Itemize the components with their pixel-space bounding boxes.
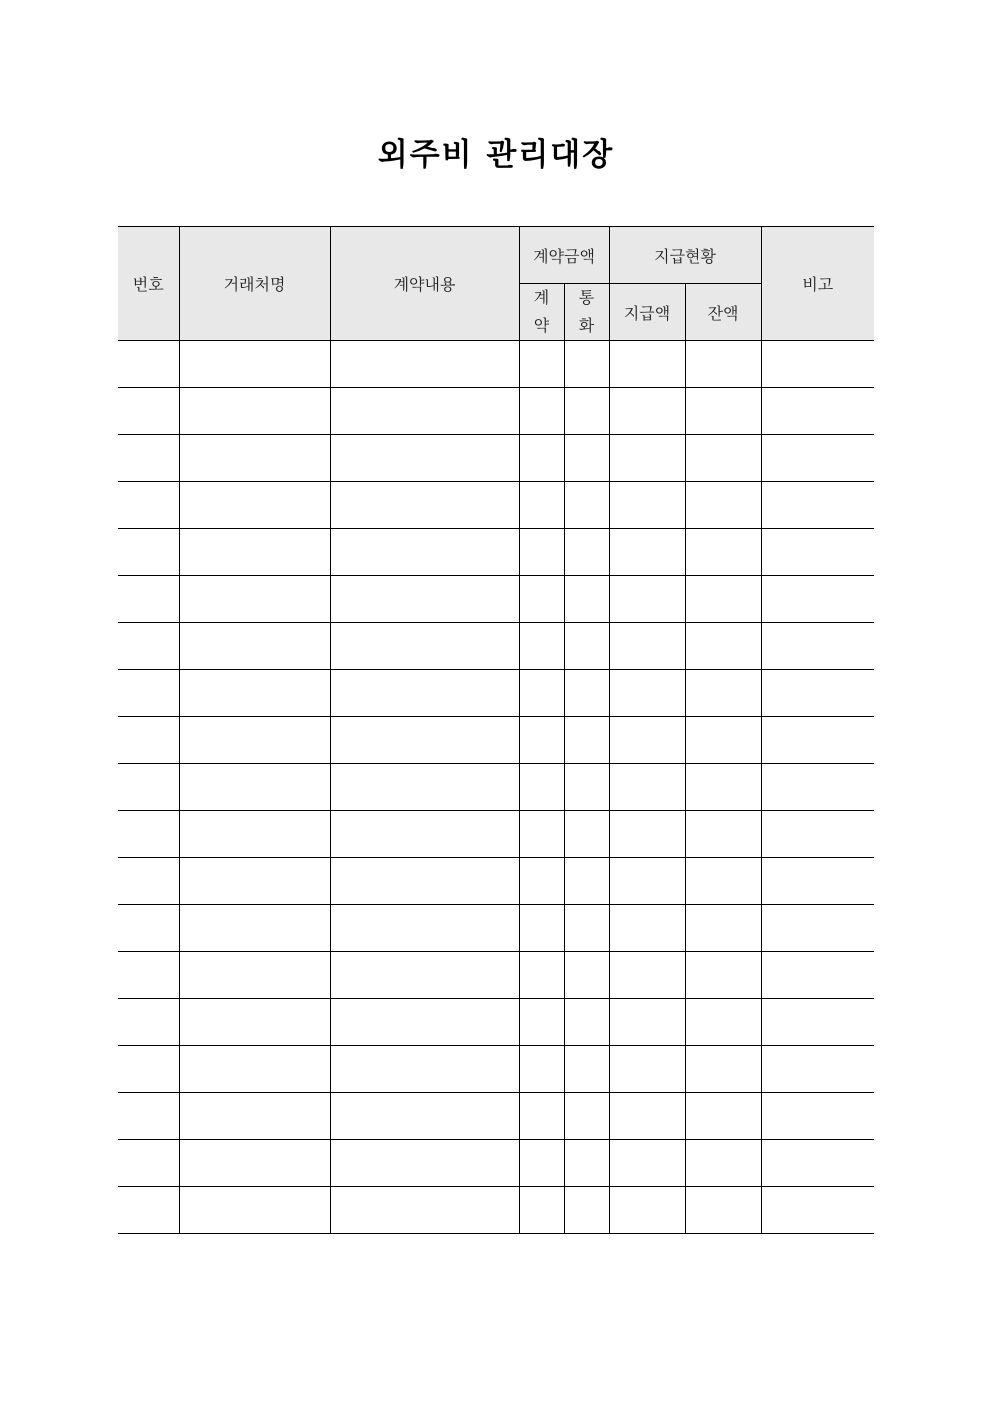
cell-contract[interactable] xyxy=(519,576,564,623)
cell-balance[interactable] xyxy=(685,952,761,999)
table-row xyxy=(118,764,874,811)
cell-contract[interactable] xyxy=(519,1093,564,1140)
header-contract-details: 계약내용 xyxy=(330,227,519,341)
cell-paid-amount[interactable] xyxy=(609,576,685,623)
cell-remarks[interactable] xyxy=(761,670,874,717)
table-row xyxy=(118,341,874,388)
cell-number[interactable] xyxy=(118,623,179,670)
cell-balance[interactable] xyxy=(685,1046,761,1093)
cell-contract-details[interactable] xyxy=(330,999,519,1046)
cell-remarks[interactable] xyxy=(761,435,874,482)
cell-paid-amount[interactable] xyxy=(609,435,685,482)
table-row xyxy=(118,529,874,576)
cell-number[interactable] xyxy=(118,858,179,905)
cell-contract[interactable] xyxy=(519,482,564,529)
cell-balance[interactable] xyxy=(685,435,761,482)
cell-number[interactable] xyxy=(118,1093,179,1140)
table-row xyxy=(118,388,874,435)
cell-contract-details[interactable] xyxy=(330,1187,519,1234)
cell-contract[interactable] xyxy=(519,717,564,764)
cell-remarks[interactable] xyxy=(761,717,874,764)
cell-contract-details[interactable] xyxy=(330,717,519,764)
cell-currency[interactable] xyxy=(564,1093,609,1140)
cell-remarks[interactable] xyxy=(761,1187,874,1234)
cell-contract[interactable] xyxy=(519,764,564,811)
cell-paid-amount[interactable] xyxy=(609,670,685,717)
cell-balance[interactable] xyxy=(685,999,761,1046)
cell-number[interactable] xyxy=(118,341,179,388)
ledger-body xyxy=(118,341,874,1234)
cell-paid-amount[interactable] xyxy=(609,952,685,999)
table-row xyxy=(118,435,874,482)
cell-contract-details[interactable] xyxy=(330,811,519,858)
cell-paid-amount[interactable] xyxy=(609,811,685,858)
cell-paid-amount[interactable] xyxy=(609,341,685,388)
cell-paid-amount[interactable] xyxy=(609,388,685,435)
cell-contract-details[interactable] xyxy=(330,529,519,576)
header-currency-sub xyxy=(564,284,609,341)
cell-client-name[interactable] xyxy=(179,999,330,1046)
cell-number[interactable] xyxy=(118,576,179,623)
table-row xyxy=(118,1046,874,1093)
cell-balance[interactable] xyxy=(685,905,761,952)
cell-number[interactable] xyxy=(118,1187,179,1234)
cell-contract-details[interactable] xyxy=(330,1140,519,1187)
table-row xyxy=(118,952,874,999)
cell-contract-details[interactable] xyxy=(330,388,519,435)
cell-client-name[interactable] xyxy=(179,952,330,999)
cell-client-name[interactable] xyxy=(179,435,330,482)
cell-remarks[interactable] xyxy=(761,623,874,670)
cell-remarks[interactable] xyxy=(761,576,874,623)
cell-contract-details[interactable] xyxy=(330,623,519,670)
cell-client-name[interactable] xyxy=(179,576,330,623)
cell-contract[interactable] xyxy=(519,388,564,435)
cell-currency[interactable] xyxy=(564,952,609,999)
cell-currency[interactable] xyxy=(564,1046,609,1093)
cell-balance[interactable] xyxy=(685,1187,761,1234)
table-row xyxy=(118,905,874,952)
cell-client-name[interactable] xyxy=(179,1140,330,1187)
cell-contract[interactable] xyxy=(519,1140,564,1187)
cell-client-name[interactable] xyxy=(179,1046,330,1093)
cell-contract[interactable] xyxy=(519,952,564,999)
cell-remarks[interactable] xyxy=(761,341,874,388)
cell-contract[interactable] xyxy=(519,670,564,717)
cell-balance[interactable] xyxy=(685,811,761,858)
cell-paid-amount[interactable] xyxy=(609,1093,685,1140)
cell-paid-amount[interactable] xyxy=(609,1187,685,1234)
outsourcing-ledger-table xyxy=(118,226,874,1234)
table-row xyxy=(118,858,874,905)
cell-contract-details[interactable] xyxy=(330,576,519,623)
cell-contract[interactable] xyxy=(519,529,564,576)
cell-remarks[interactable] xyxy=(761,905,874,952)
cell-currency[interactable] xyxy=(564,623,609,670)
cell-client-name[interactable] xyxy=(179,858,330,905)
cell-contract[interactable] xyxy=(519,1046,564,1093)
cell-paid-amount[interactable] xyxy=(609,1140,685,1187)
table-row xyxy=(118,482,874,529)
cell-balance[interactable] xyxy=(685,670,761,717)
cell-paid-amount[interactable] xyxy=(609,717,685,764)
header-remarks: 비고 xyxy=(761,227,874,341)
cell-remarks[interactable] xyxy=(761,1046,874,1093)
header-contract-amount: 계약금액 xyxy=(519,227,609,284)
cell-currency[interactable] xyxy=(564,576,609,623)
cell-client-name[interactable] xyxy=(179,388,330,435)
table-row xyxy=(118,1093,874,1140)
cell-number[interactable] xyxy=(118,999,179,1046)
cell-client-name[interactable] xyxy=(179,1093,330,1140)
cell-client-name[interactable] xyxy=(179,341,330,388)
cell-contract-details[interactable] xyxy=(330,435,519,482)
table-row xyxy=(118,999,874,1046)
cell-currency[interactable] xyxy=(564,435,609,482)
header-client-name: 거래처명 xyxy=(179,227,330,341)
cell-paid-amount[interactable] xyxy=(609,529,685,576)
cell-paid-amount[interactable] xyxy=(609,1046,685,1093)
cell-remarks[interactable] xyxy=(761,952,874,999)
cell-currency[interactable] xyxy=(564,764,609,811)
cell-balance[interactable] xyxy=(685,1093,761,1140)
cell-remarks[interactable] xyxy=(761,388,874,435)
cell-balance[interactable] xyxy=(685,764,761,811)
cell-contract[interactable] xyxy=(519,858,564,905)
cell-balance[interactable] xyxy=(685,341,761,388)
cell-contract[interactable] xyxy=(519,811,564,858)
table-row xyxy=(118,1187,874,1234)
cell-number[interactable] xyxy=(118,811,179,858)
cell-contract[interactable] xyxy=(519,999,564,1046)
document-title: 외주비 관리대장 xyxy=(377,137,615,173)
cell-contract-details[interactable] xyxy=(330,670,519,717)
cell-client-name[interactable] xyxy=(179,529,330,576)
table-row xyxy=(118,670,874,717)
cell-client-name[interactable] xyxy=(179,905,330,952)
cell-contract-details[interactable] xyxy=(330,905,519,952)
cell-number[interactable] xyxy=(118,952,179,999)
cell-currency[interactable] xyxy=(564,811,609,858)
cell-number[interactable] xyxy=(118,435,179,482)
cell-number[interactable] xyxy=(118,905,179,952)
cell-contract[interactable] xyxy=(519,435,564,482)
cell-currency[interactable] xyxy=(564,482,609,529)
table-row xyxy=(118,576,874,623)
cell-remarks[interactable] xyxy=(761,858,874,905)
cell-paid-amount[interactable] xyxy=(609,482,685,529)
header-balance: 잔액 xyxy=(685,284,761,341)
cell-currency[interactable] xyxy=(564,717,609,764)
cell-contract[interactable] xyxy=(519,1187,564,1234)
cell-balance[interactable] xyxy=(685,858,761,905)
cell-remarks[interactable] xyxy=(761,764,874,811)
cell-client-name[interactable] xyxy=(179,811,330,858)
cell-remarks[interactable] xyxy=(761,811,874,858)
cell-balance[interactable] xyxy=(685,1140,761,1187)
cell-remarks[interactable] xyxy=(761,999,874,1046)
cell-number[interactable] xyxy=(118,482,179,529)
table-row xyxy=(118,1140,874,1187)
cell-number[interactable] xyxy=(118,717,179,764)
cell-currency[interactable] xyxy=(564,341,609,388)
table-row xyxy=(118,811,874,858)
cell-currency[interactable] xyxy=(564,1140,609,1187)
cell-currency[interactable] xyxy=(564,858,609,905)
cell-client-name[interactable] xyxy=(179,1187,330,1234)
cell-paid-amount[interactable] xyxy=(609,623,685,670)
cell-balance[interactable] xyxy=(685,717,761,764)
header-payment-status: 지급현황 xyxy=(609,227,761,284)
header-number: 번호 xyxy=(118,227,179,341)
table-row xyxy=(118,717,874,764)
header-currency-sub-label: 통화 xyxy=(578,288,595,335)
cell-currency[interactable] xyxy=(564,388,609,435)
cell-number[interactable] xyxy=(118,388,179,435)
cell-currency[interactable] xyxy=(564,670,609,717)
cell-balance[interactable] xyxy=(685,623,761,670)
cell-balance[interactable] xyxy=(685,388,761,435)
cell-client-name[interactable] xyxy=(179,764,330,811)
cell-contract-details[interactable] xyxy=(330,341,519,388)
cell-paid-amount[interactable] xyxy=(609,999,685,1046)
cell-currency[interactable] xyxy=(564,529,609,576)
cell-remarks[interactable] xyxy=(761,482,874,529)
header-contract-sub-label: 계약 xyxy=(533,288,550,335)
table-row xyxy=(118,623,874,670)
cell-remarks[interactable] xyxy=(761,1140,874,1187)
cell-client-name[interactable] xyxy=(179,623,330,670)
cell-number[interactable] xyxy=(118,1046,179,1093)
cell-number[interactable] xyxy=(118,764,179,811)
cell-client-name[interactable] xyxy=(179,717,330,764)
cell-contract-details[interactable] xyxy=(330,952,519,999)
cell-balance[interactable] xyxy=(685,529,761,576)
cell-balance[interactable] xyxy=(685,482,761,529)
cell-contract-details[interactable] xyxy=(330,482,519,529)
cell-contract-details[interactable] xyxy=(330,764,519,811)
cell-contract-details[interactable] xyxy=(330,858,519,905)
cell-remarks[interactable] xyxy=(761,529,874,576)
cell-balance[interactable] xyxy=(685,576,761,623)
header-paid-amount: 지급액 xyxy=(609,284,685,341)
cell-contract-details[interactable] xyxy=(330,1093,519,1140)
cell-client-name[interactable] xyxy=(179,482,330,529)
cell-paid-amount[interactable] xyxy=(609,905,685,952)
cell-client-name[interactable] xyxy=(179,670,330,717)
cell-contract-details[interactable] xyxy=(330,1046,519,1093)
cell-paid-amount[interactable] xyxy=(609,764,685,811)
cell-number[interactable] xyxy=(118,1140,179,1187)
header-contract-sub xyxy=(519,284,564,341)
cell-number[interactable] xyxy=(118,529,179,576)
cell-paid-amount[interactable] xyxy=(609,858,685,905)
cell-currency[interactable] xyxy=(564,999,609,1046)
cell-contract[interactable] xyxy=(519,905,564,952)
cell-remarks[interactable] xyxy=(761,1093,874,1140)
cell-number[interactable] xyxy=(118,670,179,717)
cell-currency[interactable] xyxy=(564,1187,609,1234)
cell-contract[interactable] xyxy=(519,623,564,670)
cell-contract[interactable] xyxy=(519,341,564,388)
cell-currency[interactable] xyxy=(564,905,609,952)
